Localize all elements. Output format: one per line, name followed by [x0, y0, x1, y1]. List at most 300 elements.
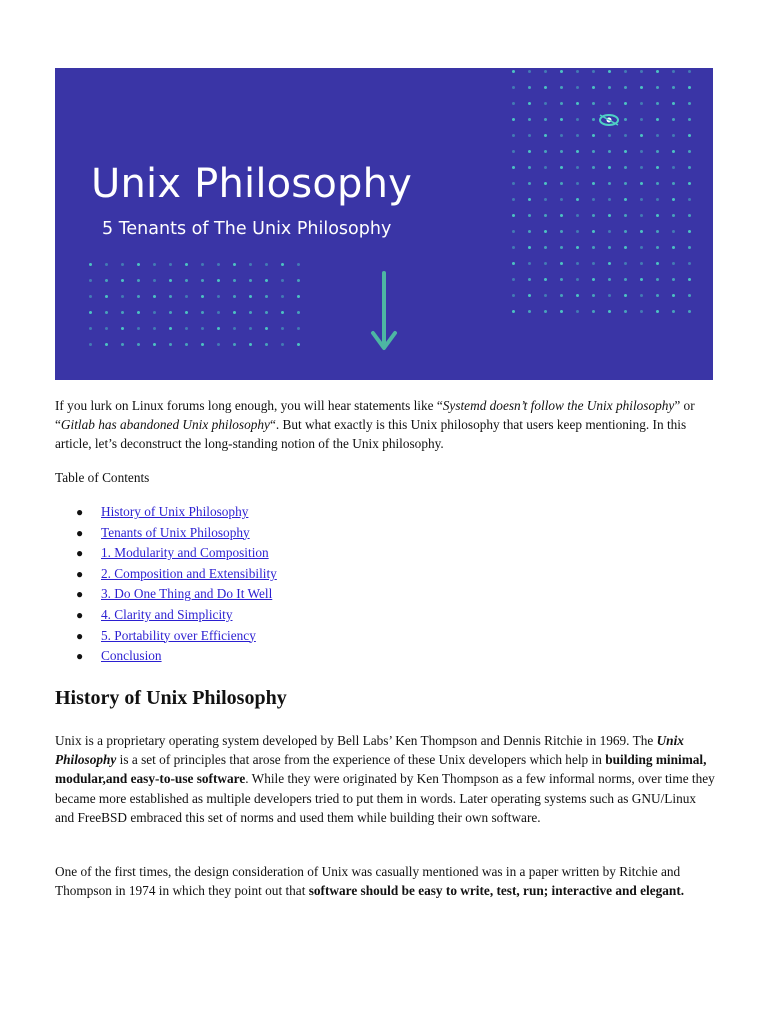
dot — [249, 295, 252, 298]
toc-link-clarity[interactable]: 4. Clarity and Simplicity — [101, 606, 233, 622]
dot — [121, 343, 124, 346]
dot — [137, 279, 140, 282]
dot — [185, 279, 188, 282]
dot — [656, 230, 659, 233]
dot — [560, 70, 563, 73]
dot — [233, 263, 236, 266]
toc-link-composition[interactable]: 2. Composition and Extensibility — [101, 565, 277, 581]
dot — [560, 102, 563, 105]
dot — [217, 327, 220, 330]
dot — [89, 279, 92, 282]
dot — [512, 182, 515, 185]
dot — [544, 294, 547, 297]
dot — [137, 343, 140, 346]
dot — [688, 182, 691, 185]
dot — [592, 134, 595, 137]
dot — [656, 214, 659, 217]
dot — [576, 262, 579, 265]
dot — [217, 295, 220, 298]
dot — [576, 134, 579, 137]
dot — [624, 310, 627, 313]
dot — [528, 214, 531, 217]
dot — [233, 311, 236, 314]
dot — [608, 166, 611, 169]
dot — [608, 86, 611, 89]
dot — [544, 166, 547, 169]
dot — [121, 295, 124, 298]
dot — [544, 150, 547, 153]
dot — [624, 262, 627, 265]
dot — [153, 327, 156, 330]
dot — [608, 294, 611, 297]
dot-pattern-right — [512, 70, 691, 313]
toc-item — [55, 502, 277, 523]
dot — [265, 311, 268, 314]
intro-paragraph — [55, 396, 715, 454]
dot — [281, 343, 284, 346]
dot — [281, 279, 284, 282]
dot — [656, 278, 659, 281]
dot — [512, 230, 515, 233]
dot — [153, 263, 156, 266]
dot — [592, 310, 595, 313]
dot — [688, 246, 691, 249]
dot — [560, 198, 563, 201]
dot — [297, 343, 300, 346]
dot — [592, 214, 595, 217]
dot — [544, 310, 547, 313]
dot — [121, 327, 124, 330]
dot — [560, 150, 563, 153]
dot — [512, 278, 515, 281]
dot — [640, 246, 643, 249]
dot — [688, 70, 691, 73]
bullet-icon: ● — [76, 607, 84, 622]
dot — [656, 102, 659, 105]
dot — [592, 118, 595, 121]
dot — [265, 279, 268, 282]
dot — [576, 166, 579, 169]
history-text-a: Unix is a proprietary operating system developed by Bell Labs’ Ken Thompson and Dennis Ritchie in 1969. The — [55, 733, 657, 748]
dot — [201, 327, 204, 330]
dot — [672, 182, 675, 185]
dot — [544, 86, 547, 89]
dot — [249, 311, 252, 314]
dot — [105, 279, 108, 282]
dot — [528, 230, 531, 233]
dot — [640, 230, 643, 233]
dot — [265, 295, 268, 298]
dot — [688, 166, 691, 169]
dot — [624, 278, 627, 281]
dot — [512, 310, 515, 313]
dot — [169, 263, 172, 266]
dot — [185, 327, 188, 330]
dot — [640, 310, 643, 313]
dot — [544, 182, 547, 185]
dot — [672, 86, 675, 89]
dot — [576, 150, 579, 153]
dot — [672, 310, 675, 313]
dot — [528, 150, 531, 153]
dot — [544, 246, 547, 249]
history-emphasis: building minimal, modular,and easy-to-use software — [55, 752, 707, 787]
dot — [201, 279, 204, 282]
dot — [640, 102, 643, 105]
dot — [544, 262, 547, 265]
dot — [544, 70, 547, 73]
dot — [672, 70, 675, 73]
dot — [592, 102, 595, 105]
dot — [528, 310, 531, 313]
dot — [624, 86, 627, 89]
dot — [169, 343, 172, 346]
dot — [217, 279, 220, 282]
dot — [592, 86, 595, 89]
intro-text-2: ” or “ — [55, 398, 695, 433]
dot — [672, 246, 675, 249]
dot — [281, 263, 284, 266]
dot — [105, 263, 108, 266]
dot — [105, 311, 108, 314]
dot — [512, 246, 515, 249]
dot — [297, 279, 300, 282]
dot — [608, 70, 611, 73]
history-text-e: . While they were originated by Ken Thompson as a few informal norms, over time they became more established as multiple developers tried to put them in words. Later operating systems such as GNU/Linux and FreeBSD embraced this set of norms and used them while building their own software. — [55, 771, 715, 825]
dot — [544, 118, 547, 121]
dot — [688, 214, 691, 217]
dot — [576, 70, 579, 73]
dot — [544, 198, 547, 201]
dot — [688, 118, 691, 121]
toc-item — [55, 646, 277, 667]
dot — [608, 102, 611, 105]
dot-pattern-left — [89, 263, 300, 346]
dot — [185, 263, 188, 266]
dot — [528, 182, 531, 185]
dot — [576, 294, 579, 297]
dot — [560, 86, 563, 89]
dot — [656, 294, 659, 297]
dot — [281, 327, 284, 330]
dot — [201, 343, 204, 346]
design-emphasis: software should be easy to write, test, run; interactive and elegant. — [308, 883, 685, 899]
dot — [512, 86, 515, 89]
dot — [592, 70, 595, 73]
dot — [624, 150, 627, 153]
dot — [640, 262, 643, 265]
dot — [608, 214, 611, 217]
toc-item — [55, 543, 277, 564]
dot — [153, 295, 156, 298]
bullet-icon: ● — [76, 587, 84, 602]
toc-link-modularity[interactable]: 1. Modularity and Composition — [101, 545, 269, 561]
dot — [656, 86, 659, 89]
dot — [576, 102, 579, 105]
dot — [608, 262, 611, 265]
bullet-icon: ● — [76, 505, 84, 519]
toc-item — [55, 584, 277, 605]
dot — [544, 278, 547, 281]
dot — [624, 166, 627, 169]
dot — [576, 246, 579, 249]
dot — [672, 166, 675, 169]
dot — [281, 295, 284, 298]
toc-link-one-thing[interactable]: 3. Do One Thing and Do It Well — [101, 586, 273, 602]
dot — [592, 166, 595, 169]
dot — [528, 198, 531, 201]
dot — [640, 118, 643, 121]
dot — [265, 327, 268, 330]
dot — [528, 70, 531, 73]
design-paragraph — [55, 862, 715, 900]
dot — [297, 327, 300, 330]
dot — [560, 262, 563, 265]
dot — [576, 230, 579, 233]
dot — [592, 182, 595, 185]
intro-quote-2: Gitlab has abandoned Unix philosophy — [60, 417, 270, 433]
dot — [656, 310, 659, 313]
bullet-icon: ● — [76, 628, 84, 643]
dot — [233, 327, 236, 330]
dot — [137, 295, 140, 298]
dot — [544, 134, 547, 137]
dot — [137, 327, 140, 330]
toc-link-history[interactable]: History of Unix Philosophy — [101, 504, 249, 519]
dot — [688, 294, 691, 297]
dot — [624, 102, 627, 105]
dot — [656, 262, 659, 265]
dot — [528, 102, 531, 105]
dot — [640, 86, 643, 89]
dot — [624, 214, 627, 217]
dot — [153, 279, 156, 282]
dot — [105, 327, 108, 330]
dot — [169, 279, 172, 282]
dot — [640, 294, 643, 297]
history-text-c: is a set of principles that arose from the experience of these Unix developers which help in — [116, 752, 606, 768]
dot — [121, 279, 124, 282]
dot — [592, 246, 595, 249]
bullet-icon: ● — [76, 649, 84, 664]
dot — [217, 263, 220, 266]
toc-item — [55, 626, 277, 647]
dot — [624, 182, 627, 185]
dot — [512, 102, 515, 105]
dot — [89, 295, 92, 298]
dot — [233, 343, 236, 346]
history-paragraph — [55, 731, 715, 827]
dot — [512, 118, 515, 121]
dot — [608, 246, 611, 249]
dot — [592, 278, 595, 281]
dot — [560, 246, 563, 249]
arrow-down-icon — [369, 271, 399, 353]
dot — [560, 310, 563, 313]
dot — [624, 198, 627, 201]
dot — [89, 327, 92, 330]
design-text-a: One of the first times, the design consideration of Unix was casually mentioned was in a paper written by Ritchie and Thompson in 1974 in which they point out that — [55, 864, 681, 899]
dot — [560, 134, 563, 137]
dot — [153, 311, 156, 314]
dot — [528, 166, 531, 169]
dot — [560, 230, 563, 233]
toc-link-tenants[interactable]: Tenants of Unix Philosophy — [101, 524, 250, 540]
dot — [672, 198, 675, 201]
dot — [592, 294, 595, 297]
dot — [640, 198, 643, 201]
toc-item — [55, 523, 277, 544]
dot — [528, 262, 531, 265]
dot — [640, 182, 643, 185]
dot — [233, 279, 236, 282]
dot — [528, 86, 531, 89]
banner-subtitle: 5 Tenants of The Unix Philosophy — [102, 219, 392, 239]
dot — [576, 182, 579, 185]
bullet-icon: ● — [76, 546, 84, 561]
dot — [89, 263, 92, 266]
intro-text-3: “. But what exactly is this Unix philosophy that users keep mentioning. In this article, let’s deconstruct the long-standing notion of the Unix philosophy. — [55, 417, 687, 452]
dot — [528, 294, 531, 297]
dot — [672, 134, 675, 137]
dot — [576, 198, 579, 201]
dot — [688, 150, 691, 153]
dot — [688, 230, 691, 233]
dot — [688, 86, 691, 89]
dot — [640, 150, 643, 153]
dot — [185, 295, 188, 298]
dot — [105, 295, 108, 298]
history-term-unix-philosophy: Unix Philosophy — [55, 733, 684, 768]
dot — [608, 230, 611, 233]
dot — [512, 134, 515, 137]
dot — [688, 102, 691, 105]
dot — [656, 246, 659, 249]
dot — [544, 102, 547, 105]
dot — [528, 246, 531, 249]
dot — [137, 311, 140, 314]
toc-item — [55, 564, 277, 585]
dot — [656, 70, 659, 73]
dot — [608, 278, 611, 281]
dot — [169, 311, 172, 314]
dot — [249, 343, 252, 346]
dot — [528, 118, 531, 121]
dot — [656, 166, 659, 169]
dot — [576, 310, 579, 313]
dot — [121, 263, 124, 266]
dot — [688, 198, 691, 201]
dot — [249, 279, 252, 282]
dot — [201, 311, 204, 314]
toc-link-portability[interactable]: 5. Portability over Efficiency — [101, 627, 256, 643]
dot — [512, 198, 515, 201]
dot — [576, 86, 579, 89]
intro-text-1: If you lurk on Linux forums long enough, you will hear statements like “ — [55, 398, 443, 413]
dot — [576, 278, 579, 281]
bullet-icon: ● — [76, 566, 84, 581]
dot — [217, 311, 220, 314]
dot — [153, 343, 156, 346]
dot — [688, 310, 691, 313]
dot — [265, 343, 268, 346]
dot — [560, 214, 563, 217]
dot — [640, 214, 643, 217]
dot — [217, 343, 220, 346]
dot — [656, 198, 659, 201]
dot — [544, 214, 547, 217]
dot — [656, 134, 659, 137]
dot — [672, 214, 675, 217]
dot — [249, 263, 252, 266]
dot — [592, 230, 595, 233]
dot — [624, 230, 627, 233]
dot — [281, 311, 284, 314]
dot — [297, 263, 300, 266]
intro-quote-1: Systemd doesn’t follow the Unix philosophy — [442, 398, 675, 413]
dot — [640, 70, 643, 73]
dot — [592, 198, 595, 201]
dot — [640, 134, 643, 137]
dot — [512, 150, 515, 153]
dot — [297, 311, 300, 314]
dot — [233, 295, 236, 298]
dot — [560, 182, 563, 185]
section-heading-history: History of Unix Philosophy — [55, 687, 287, 709]
table-of-contents — [55, 502, 277, 667]
dot — [528, 134, 531, 137]
dot — [608, 150, 611, 153]
dot — [89, 311, 92, 314]
dot — [608, 134, 611, 137]
bullet-icon: ● — [76, 525, 84, 540]
dot — [105, 343, 108, 346]
dot — [528, 278, 531, 281]
dot — [185, 311, 188, 314]
dot — [560, 118, 563, 121]
dot — [656, 182, 659, 185]
dot — [592, 150, 595, 153]
dot — [640, 278, 643, 281]
dot — [512, 294, 515, 297]
dot — [656, 118, 659, 121]
banner-title: Unix Philosophy — [91, 161, 413, 207]
dot — [265, 263, 268, 266]
dot — [137, 263, 140, 266]
toc-link-conclusion[interactable]: Conclusion — [101, 648, 162, 664]
dot — [624, 134, 627, 137]
dot — [201, 263, 204, 266]
dot — [89, 343, 92, 346]
dot — [672, 118, 675, 121]
dot — [688, 278, 691, 281]
dot — [576, 118, 579, 121]
dot — [656, 150, 659, 153]
toc-label: Table of Contents — [55, 470, 150, 485]
dot — [512, 214, 515, 217]
dot — [544, 230, 547, 233]
dot — [672, 278, 675, 281]
dot — [624, 294, 627, 297]
dot — [560, 294, 563, 297]
dot — [512, 166, 515, 169]
dot — [576, 214, 579, 217]
dot — [608, 310, 611, 313]
dot — [185, 343, 188, 346]
toc-item — [55, 605, 277, 626]
dot — [608, 198, 611, 201]
dot — [672, 150, 675, 153]
